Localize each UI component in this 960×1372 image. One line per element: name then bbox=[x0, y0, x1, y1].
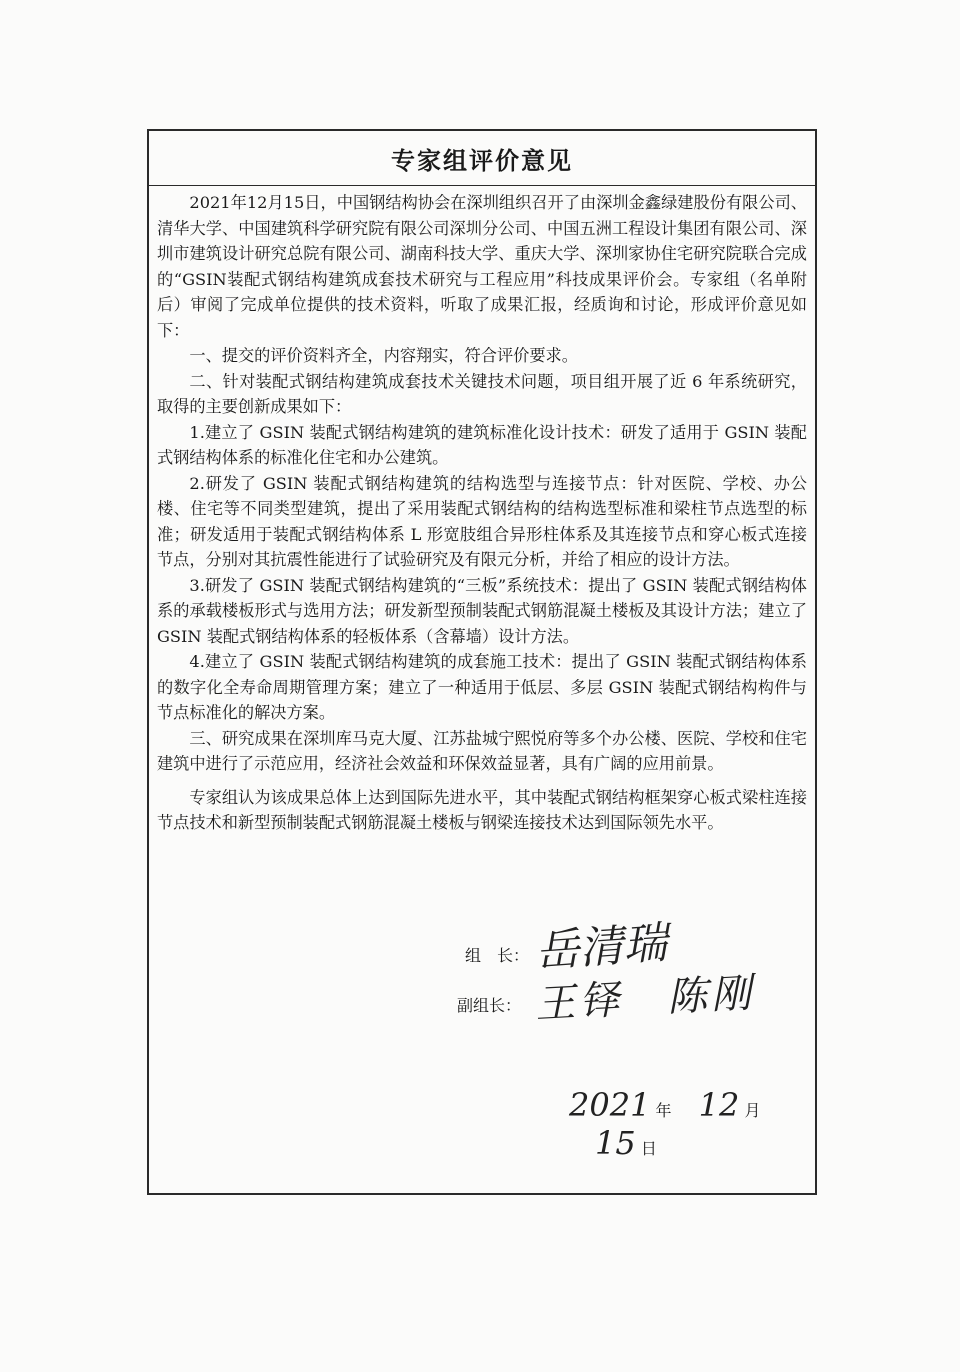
title-row bbox=[149, 131, 815, 186]
paragraph-item-3: 3.研发了 GSIN 装配式钢结构建筑的“三板”系统技术：提出了 GSIN 装配式钢结构体系的承载楼板形式与选用方法；研发新型预制装配式钢筋混凝土楼板及其设计方法；建立了 GSIN 装配式钢结构体系的轻板体系（含幕墙）设计方法。 bbox=[157, 575, 807, 646]
date-row bbox=[569, 1086, 815, 1162]
paragraph-3: 三、研究成果在深圳库马克大厦、江苏盐城宁熙悦府等多个办公楼、医院、学校和住宅建筑中进行了示范应用，经济社会效益和环保效益显著，具有广阔的应用前景。 bbox=[157, 728, 807, 773]
date-month: 12 bbox=[698, 1086, 740, 1124]
leader-label: 组 长： bbox=[465, 946, 530, 965]
evaluation-form bbox=[147, 129, 817, 1195]
paragraph-intro: 2021年12月15日，中国钢结构协会在深圳组织召开了由深圳金鑫绿建股份有限公司、清华大学、中国建筑科学研究院有限公司深圳分公司、中国五洲工程设计集团有限公司、深圳市建筑设计研究总院有限公司、湖南科技大学、重庆大学、深圳家协住宅研究院联合完成的“GSIN装配式钢结构建筑成套技术研究与工程应用”科技成果评价会。专家组（名单附后）审阅了完成单位提供的技术资料，听取了成果汇报，经质询和讨论，形成评价意见如下： bbox=[157, 193, 807, 340]
date-year: 2021 bbox=[569, 1086, 651, 1124]
date-day-unit: 日 bbox=[640, 1139, 657, 1158]
paragraph-item-2: 2.研发了 GSIN 装配式钢结构建筑的结构选型与连接节点：针对医院、学校、办公楼、住宅等不同类型建筑，提出了采用装配式钢结构的结构选型标准和梁柱节点选型的标准；研发适用于装配式钢结构体系 L 形宽肢组合异形柱体系及其连接节点和穿心板式连接节点，分别对其抗震性能进行了试验研究及有限元分析，并给了相应的设计方法。 bbox=[157, 473, 807, 569]
leader-signature: 岳清瑞 bbox=[533, 917, 669, 978]
paragraph-2: 二、针对装配式钢结构建筑成套技术关键技术问题，项目组开展了近 6 年系统研究，取得的主要创新成果如下： bbox=[157, 371, 807, 416]
paragraph-1: 一、提交的评价资料齐全，内容翔实，符合评价要求。 bbox=[189, 346, 578, 365]
date-year-unit: 年 bbox=[655, 1101, 672, 1120]
page-title: 专家组评价意见 bbox=[391, 146, 573, 175]
paragraph-item-4: 4.建立了 GSIN 装配式钢结构建筑的成套施工技术：提出了 GSIN 装配式钢结构体系的数字化全寿命周期管理方案；建立了一种适用于低层、多层 GSIN 装配式钢结构构件与节点标准化的解决方案。 bbox=[157, 652, 807, 722]
deputy-label: 副组长： bbox=[457, 996, 522, 1015]
deputy-signature: 王铎 陈刚 bbox=[534, 970, 757, 1028]
paragraph-conclusion: 专家组认为该成果总体上达到国际先进水平，其中装配式钢结构框架穿心板式梁柱连接节点技术和新型预制装配式钢筋混凝土楼板与钢梁连接技术达到国际领先水平。 bbox=[157, 787, 807, 832]
date-month-unit: 月 bbox=[744, 1101, 761, 1120]
date-day: 15 bbox=[595, 1124, 636, 1162]
evaluation-body bbox=[149, 186, 815, 836]
paragraph-item-1: 1.建立了 GSIN 装配式钢结构建筑的建筑标准化设计技术：研发了适用于 GSIN 装配式钢结构体系的标准化住宅和办公建筑。 bbox=[157, 422, 807, 467]
